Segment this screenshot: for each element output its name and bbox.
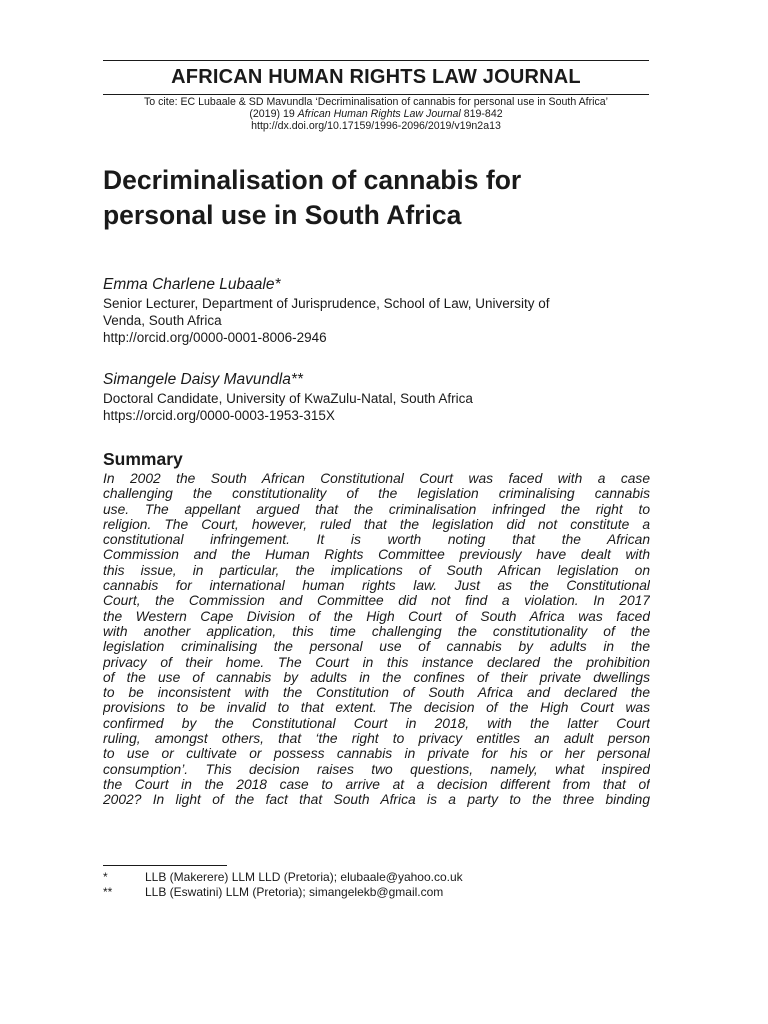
summary-line: constitutional infringement. It is worth noting that the African bbox=[103, 532, 650, 548]
summary-line: use. The appellant argued that the criminalisation infringed the right to bbox=[103, 501, 650, 517]
summary-line: challenging the constitutionality of the legislation criminalising cannabis bbox=[103, 486, 650, 502]
summary-line: this issue, in particular, the implications of South African legislation on bbox=[103, 562, 650, 578]
summary-line: consumption’. This decision raises two questions, namely, what inspired bbox=[103, 761, 650, 777]
author-affiliation: Doctoral Candidate, University of KwaZulu-Natal, South Africa bbox=[103, 391, 473, 406]
summary-line: of the use of cannabis by adults in the confines of their private dwellings bbox=[103, 669, 650, 685]
summary-line: In 2002 the South African Constitutional Court was faced with a case bbox=[103, 471, 650, 486]
footnote-marker: ** bbox=[103, 885, 113, 899]
citation-volume: (2019) 19 bbox=[249, 108, 298, 120]
summary-line: religion. The Court, however, ruled that the legislation did not constitute a bbox=[103, 516, 650, 532]
summary-line: Court, the Commission and Committee did not find a violation. In 2017 bbox=[103, 593, 650, 609]
summary-line: the Western Cape Division of the High Court of South Africa was faced bbox=[103, 608, 650, 624]
summary-body bbox=[103, 471, 650, 808]
footnote-marker: * bbox=[103, 870, 108, 884]
author-block bbox=[103, 275, 663, 346]
summary-line: to be inconsistent with the Constitution of South Africa and declared the bbox=[103, 685, 650, 701]
summary-line: confirmed by the Constitutional Court in 2018, with the latter Court bbox=[103, 715, 650, 731]
journal-title: AFRICAN HUMAN RIGHTS LAW JOURNAL bbox=[171, 66, 581, 88]
footnote bbox=[103, 870, 649, 885]
author-orcid-link[interactable]: http://orcid.org/0000-0001-8006-2946 bbox=[103, 330, 327, 345]
summary-line: Commission and the Human Rights Committee previously have dealt with bbox=[103, 547, 650, 563]
footnote-text: LLB (Eswatini) LLM (Pretoria); simangelekb@gmail.com bbox=[145, 885, 444, 899]
summary-line: ruling, amongst others, that ‘the right to privacy entitles an adult person bbox=[103, 731, 650, 747]
author-affiliation: Senior Lecturer, Department of Jurisprudence, School of Law, University of bbox=[103, 296, 550, 311]
summary-line: cannabis for international human rights law. Just as the Constitutional bbox=[103, 578, 650, 594]
summary-line: the Court in the 2018 case to arrive at a decision different from that of bbox=[103, 776, 650, 792]
author-name: Simangele Daisy Mavundla** bbox=[103, 371, 303, 388]
summary-line: 2002? In light of the fact that South Africa is a party to the three binding bbox=[103, 792, 650, 808]
summary-line: to use or cultivate or possess cannabis in private for his or her personal bbox=[103, 746, 650, 762]
summary-line: legislation criminalising the personal use of cannabis by adults in the bbox=[103, 639, 650, 655]
summary-heading: Summary bbox=[103, 449, 183, 469]
citation-pages: 819-842 bbox=[460, 108, 503, 120]
author-affiliation: Venda, South Africa bbox=[103, 313, 222, 328]
author-block bbox=[103, 370, 663, 424]
footnotes bbox=[103, 870, 649, 900]
article-title-line: Decriminalisation of cannabis for bbox=[103, 165, 522, 195]
citation-journal-name: African Human Rights Law Journal bbox=[297, 108, 461, 120]
summary-line: provisions to be invalid to that extent. The decision of the High Court was bbox=[103, 700, 650, 716]
citation-block bbox=[103, 96, 649, 132]
summary-line: privacy of their home. The Court in this instance declared the prohibition bbox=[103, 654, 650, 670]
footnote-text: LLB (Makerere) LLM LLD (Pretoria); elubaale@yahoo.co.uk bbox=[145, 870, 463, 884]
journal-header bbox=[103, 60, 649, 95]
footnote bbox=[103, 885, 649, 900]
footnote-divider bbox=[103, 865, 227, 866]
author-name: Emma Charlene Lubaale* bbox=[103, 276, 281, 293]
citation-line bbox=[103, 108, 649, 120]
article-title bbox=[103, 163, 663, 233]
summary-line: with another application, this time challenging the constitutionality of the bbox=[103, 623, 650, 639]
article-title-line: personal use in South Africa bbox=[103, 200, 462, 230]
citation-line: To cite: EC Lubaale & SD Mavundla ‘Decriminalisation of cannabis for personal use in South Africa’ bbox=[143, 96, 608, 108]
citation-doi-link[interactable]: http://dx.doi.org/10.17159/1996-2096/2019/v19n2a13 bbox=[251, 120, 501, 132]
author-orcid-link[interactable]: https://orcid.org/0000-0003-1953-315X bbox=[103, 408, 335, 423]
